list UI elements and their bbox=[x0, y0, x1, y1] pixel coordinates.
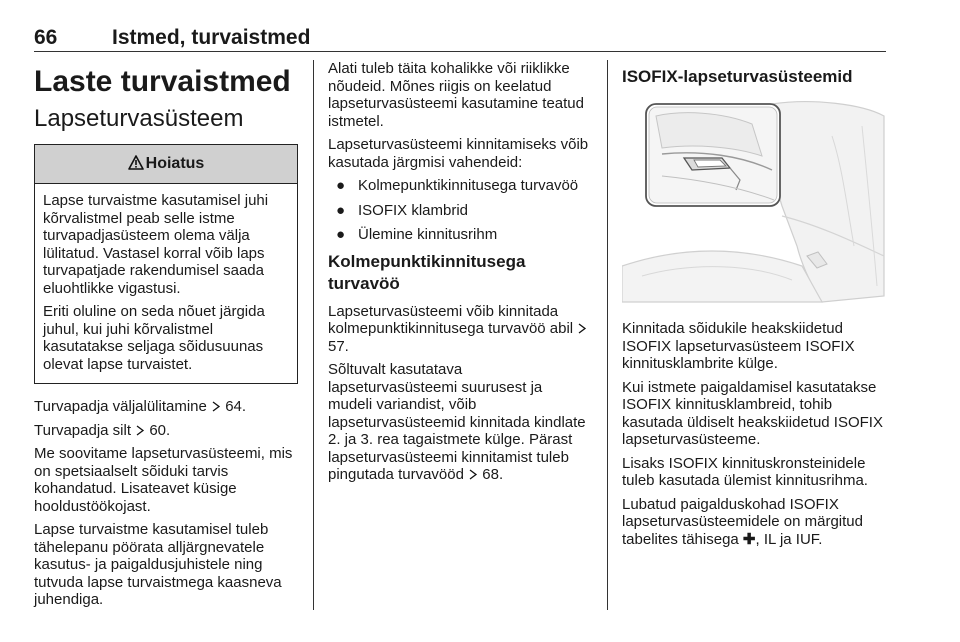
paragraph bbox=[328, 361, 590, 484]
paragraph-text: Lubatud paigalduskohad ISOFIX lapseturvasüsteemidele on märgitud tabelites tähisega bbox=[622, 495, 863, 548]
warning-text-2: Eriti oluline on seda nõuet järgida juhul, kui juhi kõrvalistmel kasutatakse seljaga sõidusuunas olevat lapse turvaistet. bbox=[43, 303, 265, 373]
paragraph: Lisaks ISOFIX kinnituskronsteinidele tuleb kasutada ülemist kinnitusrihma. bbox=[622, 454, 868, 489]
column-divider-2 bbox=[607, 60, 608, 610]
column-2 bbox=[328, 60, 590, 490]
paragraph: Alati tuleb täita kohalikke või riiklikke nõudeid. Mõnes riigis on keelatud lapseturvasüsteemi kasutamine teatud istmetel. bbox=[328, 60, 584, 130]
reference-text: Turvapadja väljalülitamine bbox=[34, 398, 207, 415]
plus-symbol-icon: ✚ bbox=[742, 530, 756, 548]
warning-triangle-icon bbox=[128, 155, 144, 170]
list-item bbox=[328, 226, 590, 244]
subsection-heading: Kolmepunktikinnitusega turvavöö bbox=[328, 251, 526, 293]
paragraph-text: , IL ja IUF. bbox=[755, 530, 823, 548]
page-reference-icon bbox=[135, 425, 145, 436]
seat-drawing bbox=[622, 96, 888, 308]
column-1 bbox=[34, 60, 298, 615]
list-item-text: ISOFIX klambrid bbox=[358, 201, 469, 219]
paragraph-text: Sõltuvalt kasutatava lapseturvasüsteemi suurusest ja mudeli variandist, võib lapseturvasüsteemid kinnitada kindlate 2. ja 3. rea tagaistmete külge. Pärast lapseturvasüsteemi kinnitamist tuleb pingutada turvavööd bbox=[328, 361, 586, 483]
bullet-icon: ● bbox=[336, 177, 346, 194]
reference-page: 60. bbox=[149, 421, 171, 439]
column-3 bbox=[622, 60, 888, 554]
paragraph: Kui istmete paigaldamisel kasutatakse ISOFIX kinnitusklambreid, tohib kasutada üldiselt heakskiidetud ISOFIX lapseturvasüsteeme. bbox=[622, 378, 883, 448]
column-divider-1 bbox=[313, 60, 314, 610]
page-number: 66 bbox=[34, 26, 58, 49]
list-item-text: Ülemine kinnitusrihm bbox=[358, 226, 498, 243]
paragraph-text: Lapseturvasüsteemi võib kinnitada kolmepunktikinnitusega turvavöö abil bbox=[328, 302, 574, 337]
paragraph: Lapseturvasüsteemi kinnitamiseks võib kasutada järgmisi vahendeid: bbox=[328, 136, 589, 171]
reference-page: 64. bbox=[225, 398, 247, 415]
paragraph: Lapse turvaistme kasutamisel tuleb tähelepanu pöörata alljärgnevatele kasutus- ja paigaldusjuhistele ning tutvuda lapse turvaistmega kaasneva juhendiga. bbox=[34, 521, 282, 608]
page-reference-icon bbox=[468, 469, 478, 480]
bullet-icon: ● bbox=[336, 226, 346, 243]
paragraph bbox=[622, 496, 888, 549]
list-item bbox=[328, 202, 590, 220]
reference-airbag-deactivation bbox=[34, 398, 298, 416]
reference-airbag-label bbox=[34, 422, 298, 440]
paragraph: Me soovitame lapseturvasüsteemi, mis on spetsiaalselt sõiduki tarvis kohandatud. Lisateavet küsige hooldustöökojast. bbox=[34, 445, 293, 515]
subsection-heading: ISOFIX-lapseturvasüsteemid bbox=[622, 67, 853, 86]
warning-title: Hoiatus bbox=[145, 155, 205, 172]
chapter-heading: Laste turvaistmed bbox=[34, 65, 291, 98]
reference-page: 57. bbox=[328, 337, 349, 355]
bullet-icon: ● bbox=[336, 201, 346, 219]
section-heading: Lapseturvasüsteem bbox=[34, 105, 244, 132]
page-reference-icon bbox=[211, 401, 221, 412]
warning-header bbox=[35, 145, 297, 184]
reference-text: Turvapadja silt bbox=[34, 421, 131, 439]
list-item-text: Kolmepunktikinnitusega turvavöö bbox=[358, 177, 579, 194]
warning-text-1: Lapse turvaistme kasutamisel juhi kõrvalistmel peab selle istme turvapadjasüsteem olema välja lülitatud. Vastasel korral võib laps turvapatjade rakendumisel saada eluohtlikke vigastusi. bbox=[43, 192, 269, 297]
fastening-methods-list bbox=[328, 177, 590, 244]
reference-page: 68. bbox=[482, 466, 504, 483]
paragraph bbox=[328, 303, 590, 356]
isofix-seat-illustration bbox=[622, 96, 888, 308]
warning-box bbox=[34, 144, 298, 384]
header-rule bbox=[34, 51, 886, 52]
list-item bbox=[328, 177, 590, 195]
page-header bbox=[34, 26, 886, 52]
section-title: Istmed, turvaistmed bbox=[112, 26, 311, 49]
page-reference-icon bbox=[577, 323, 587, 334]
paragraph: Kinnitada sõidukile heakskiidetud ISOFIX lapseturvasüsteem ISOFIX kinnitusklambrite külge. bbox=[622, 320, 855, 372]
